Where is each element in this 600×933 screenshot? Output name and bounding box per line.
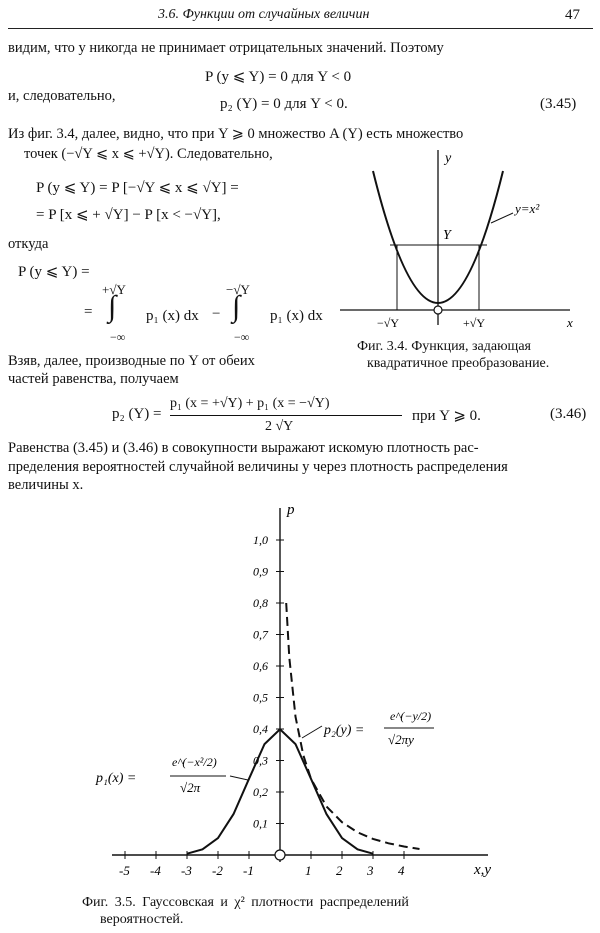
equation-number: (3.46) [550,406,587,422]
curve-label: y=x² [515,201,540,216]
text-line: Из фиг. 3.4, далее, видно, что при Y ⩾ 0 множество A (Y) есть множество [8,126,464,142]
equation: P (y ⩽ Y) = 0 для Y < 0 [205,69,352,85]
p2-denominator: √2πy [388,732,414,747]
equals-sign: = [84,304,93,320]
y-tick-label: 0,6 [253,659,268,673]
x-tick-label: 4 [398,863,405,878]
x-tick-label: 3 [367,863,374,878]
y-tick-label: 0,4 [253,722,268,736]
equation: P (y ⩽ Y) = [18,264,90,280]
p2-label-pointer [302,726,322,738]
text-line: пределения вероятностей случайной величины y через плотность распределения [8,459,508,475]
figure-3-5-caption: Фиг. 3.5. Гауссовская и χ² плотности распределений вероятностей. [82,895,409,927]
running-header: 3.6. Функции от случайных величин [158,7,370,22]
p1-label-pointer [230,776,248,780]
level-label: Y [443,228,451,243]
p2-label: p₂(y) = [324,723,365,738]
x-tick-label: -4 [150,863,161,878]
fraction-numerator: p₁ (x = +√Y) + p₁ (x = −√Y) [170,396,330,411]
figure-3-4-caption: Фиг. 3.4. Функция, задающая квадратичное преобразование. [357,339,550,371]
x-tick-label: -3 [181,863,192,878]
right-root-label: +√Y [463,316,486,330]
x-tick-label: 2 [336,863,343,878]
y-tick-label: 1,0 [253,533,268,547]
text-line: величины x. [8,477,84,493]
integrand: p₁ (x) dx [146,308,199,324]
left-root-label: −√Y [377,316,400,330]
text-line: видим, что y никогда не принимает отрицательных значений. Поэтому [8,40,444,56]
equation: P (y ⩽ Y) = P [−√Y ⩽ x ⩽ √Y] = [36,180,239,196]
integral-upper-limit: −√Y [226,282,250,297]
integrand: p₁ (x) dx [270,308,323,324]
y-tick-label: 0,8 [253,596,268,610]
origin-marker [275,850,285,860]
x-axis-label: x,y [474,862,492,878]
text-line: Равенства (3.45) и (3.46) в совокупности выражают искомую плотность рас- [8,440,479,456]
y-axis-label: p [287,502,295,518]
x-axis-label: x [567,315,573,330]
p2-numerator: e^(−y/2) [390,709,432,723]
equation-number: (3.45) [540,96,577,112]
y-tick-label: 0,1 [253,816,268,831]
header-rule [8,28,593,29]
text-line: точек (−√Y ⩽ x ⩽ +√Y). Следовательно, [24,146,273,162]
integral-sign: ∫ [232,290,241,323]
text-line: откуда [8,236,49,252]
y-tick-label: 0,3 [253,753,268,768]
p1-label: p₁(x) = [96,771,137,786]
equation: = P [x ⩽ + √Y] − P [x < −√Y], [36,207,221,223]
page-number: 47 [565,7,580,23]
curve-label-pointer [491,213,513,223]
origin-marker [434,306,442,314]
integral-upper-limit: +√Y [102,282,126,297]
minus-sign: − [212,306,221,322]
equation-lhs: p₂ (Y) = [112,406,162,422]
y-axis-label: y [445,151,452,166]
integral-sign: ∫ [108,290,117,323]
fraction-bar [170,415,402,416]
figure-3-5-chart [90,500,510,885]
text-line: частей равенства, получаем [8,371,179,387]
text-line: и, следовательно, [8,88,116,104]
y-tick-label: 0,7 [253,627,268,642]
integral-lower-limit: −∞ [234,330,250,344]
text-line: Взяв, далее, производные по Y от обеих [8,353,255,369]
y-tick-label: 0,5 [253,690,268,705]
x-tick-label: -2 [212,863,223,878]
p1-numerator: e^(−x²/2) [172,755,217,769]
x-tick-label: 1 [305,863,312,878]
x-tick-label: -1 [243,863,254,878]
integral-lower-limit: −∞ [110,330,126,344]
p1-denominator: √2π [180,780,201,795]
y-tick-label: 0,2 [253,785,268,799]
equation: p₂ (Y) = 0 для Y < 0. [220,96,348,112]
equation-condition: при Y ⩾ 0. [412,408,481,424]
y-tick-label: 0,9 [253,564,268,579]
figure-3-4 [335,145,590,330]
x-tick-label: -5 [119,863,130,878]
fraction-denominator: 2 √Y [265,419,294,434]
